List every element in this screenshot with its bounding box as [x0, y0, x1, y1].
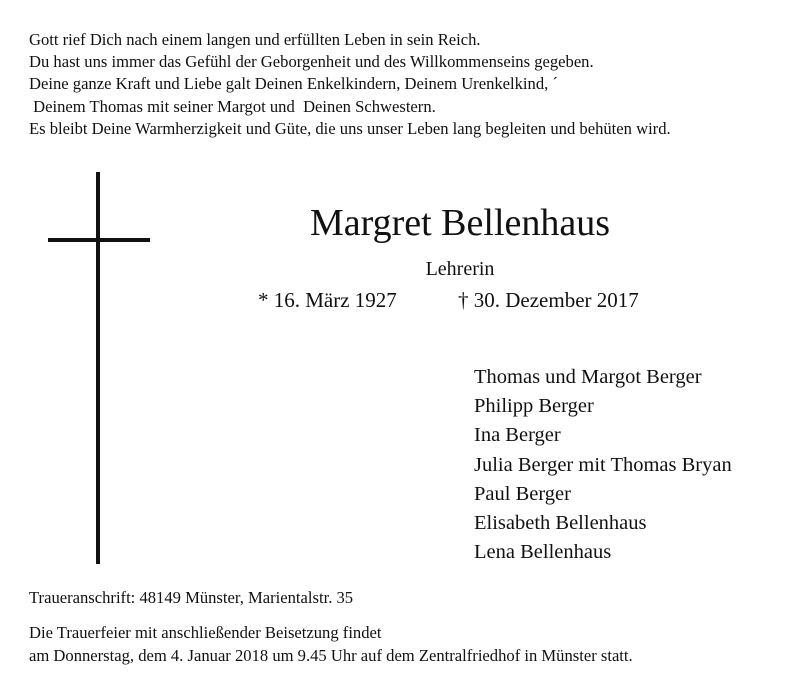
mourning-address: Traueranschrift: 48149 Münster, Marientalstr. 35: [29, 588, 354, 607]
funeral-line: Die Trauerfeier mit anschließender Beisetzung findet: [29, 623, 382, 642]
mourner: Lena Bellenhaus: [474, 541, 612, 564]
intro-line: Deinem Thomas mit seiner Margot und Deinen Schwestern.: [29, 96, 436, 116]
mourner: Ina Berger: [474, 424, 561, 447]
intro-line: Du hast uns immer das Gefühl der Geborgenheit und des Willkommenseins gegeben.: [29, 52, 594, 72]
intro-line: Gott rief Dich nach einem langen und erfüllten Leben in sein Reich.: [29, 30, 481, 49]
mourners-list: [474, 363, 732, 567]
birth-date: * 16. März 1927: [258, 288, 397, 312]
funeral-notice: [29, 622, 633, 667]
death-date: † 30. Dezember 2017: [458, 288, 639, 312]
cross-vertical-bar: [96, 172, 100, 564]
mourner: Julia Berger mit Thomas Bryan: [474, 453, 732, 476]
mourner: Thomas und Margot Berger: [474, 366, 702, 388]
intro-line: Es bleibt Deine Warmherzigkeit und Güte, die uns unser Leben lang begleiten und behüten wird.: [29, 118, 671, 138]
cross-horizontal-bar: [48, 238, 150, 242]
mourner: Paul Berger: [474, 482, 571, 505]
intro-line: Deine ganze Kraft und Liebe galt Deinen Enkelkindern, Deinem Urenkelkind, ´: [29, 74, 558, 94]
funeral-line: am Donnerstag, dem 4. Januar 2018 um 9.45 Uhr auf dem Zentralfriedhof in Münster statt.: [29, 645, 633, 665]
deceased-name: Margret Bellenhaus: [309, 202, 611, 244]
intro-verse: [29, 29, 789, 140]
deceased-profession: Lehrerin: [425, 258, 495, 280]
mourner: Elisabeth Bellenhaus: [474, 512, 647, 535]
mourner: Philipp Berger: [474, 395, 594, 418]
